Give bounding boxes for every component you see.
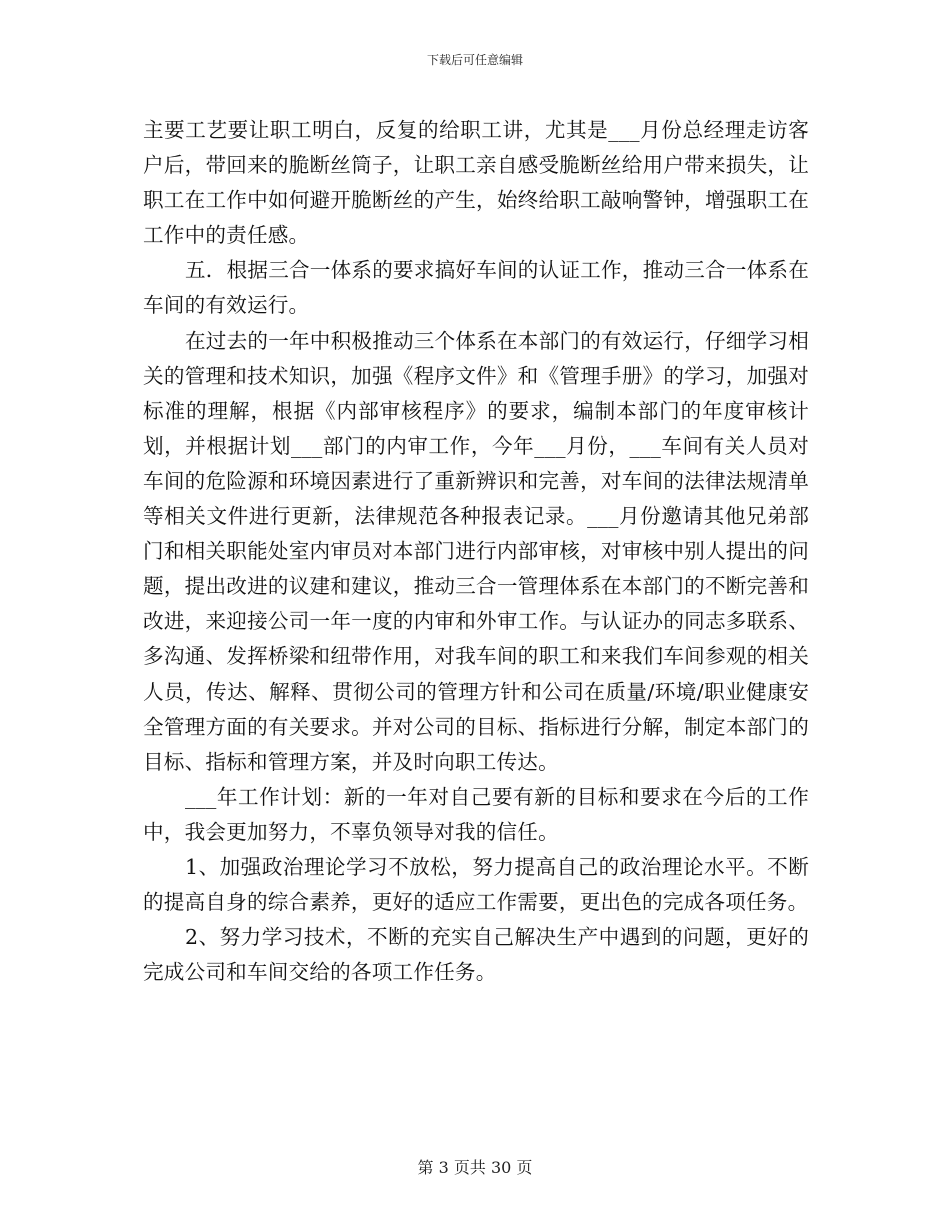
- paragraph-work-plan: ___年工作计划：新的一年对自己要有新的目标和要求在今后的工作中，我会更加努力，不辜负领导对我的信任。: [143, 784, 809, 844]
- document-body: [143, 113, 809, 990]
- paragraph-plan-item-1: 1、加强政治理论学习不放松，努力提高自己的政治理论水平。不断的提高自身的综合素养，更好的适应工作需要，更出色的完成各项任务。: [143, 854, 809, 915]
- paragraph-system-operation: 在过去的一年中积极推动三个体系在本部门的有效运行，仔细学习相关的管理和技术知识，加强《程序文件》和《管理手册》的学习，加强对标准的理解，根据《内部审核程序》的要求，编制本部门的年度审核计划，并根据计划___部门的内审工作，今年___月份，___车间有关人员对车间的危险源和环境因素进行了重新辨识和完善，对车间的法律法规清单等相关文件进行更新，法律规范各种报表记录。___月份邀请其他兄弟部门和相关职能处室内审员对本部门进行内部审核，对审核中别人提出的问题，提出改进的议建和建议，推动三合一管理体系在本部门的不断完善和改进，来迎接公司一年一度的内审和外审工作。与认证办的同志多联系、多沟通、发挥桥梁和纽带作用，对我车间的职工和来我们车间参观的相关人员，传达、解释、贯彻公司的管理方针和公司在质量/环境/职业健康安全管理方面的有关要求。并对公司的目标、指标进行分解，制定本部门的目标、指标和管理方案，并及时向职工传达。: [143, 328, 809, 774]
- paragraph-section-five: 五．根据三合一体系的要求搞好车间的认证工作，推动三合一体系在车间的有效运行。: [143, 258, 809, 318]
- paragraph-continuation: 主要工艺要让职工明白，反复的给职工讲，尤其是___月份总经理走访客户后，带回来的脆断丝筒子，让职工亲自感受脆断丝给用户带来损失，让职工在工作中如何避开脆断丝的产生，始终给职工敲响警钟，增强职工在工作中的责任感。: [143, 118, 809, 248]
- page-number: 第 3 页共 30 页: [417, 1158, 533, 1177]
- paragraph-plan-item-2: 2、努力学习技术，不断的充实自己解决生产中遇到的问题，更好的完成公司和车间交给的各项工作任务。: [143, 925, 809, 985]
- page-header: 下载后可任意编辑: [426, 53, 523, 67]
